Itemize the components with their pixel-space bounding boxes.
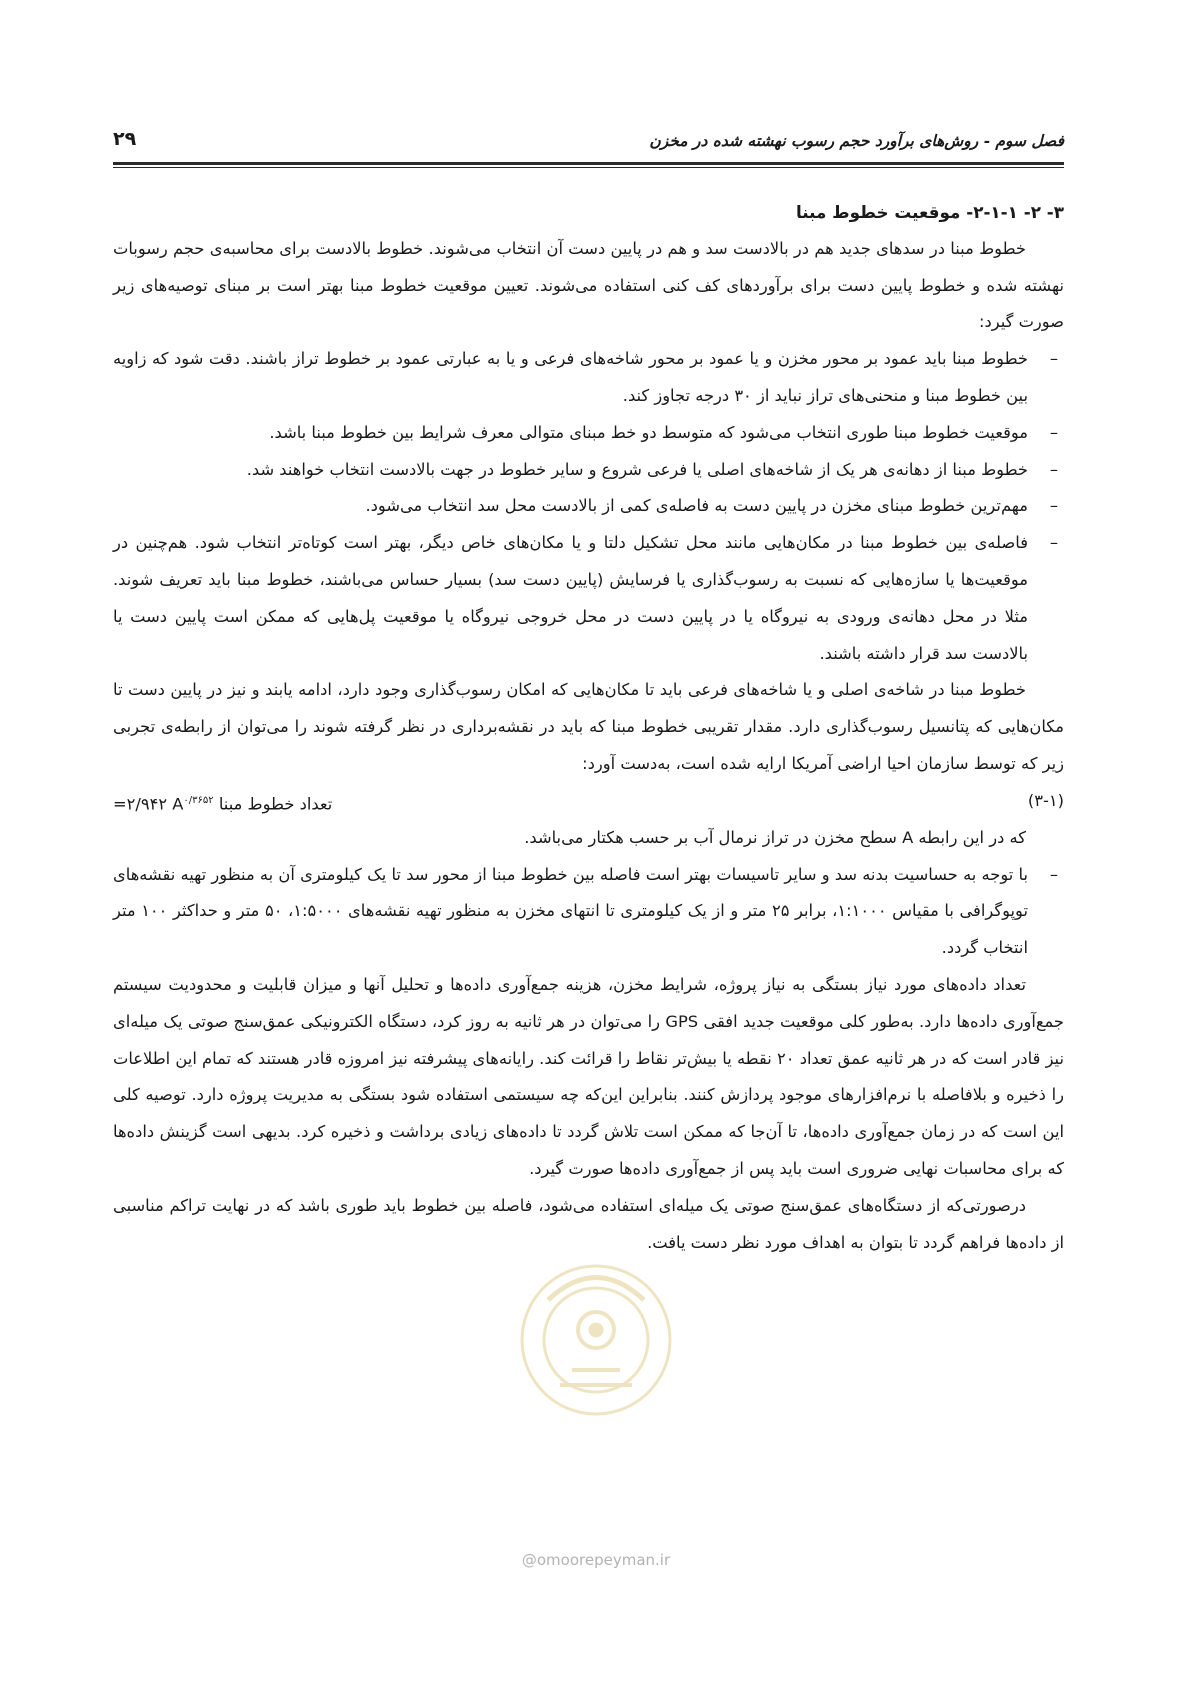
equation-exponent: ۰/۳۶۵۲ xyxy=(183,794,214,806)
list-item: – خطوط مبنا از دهانه‌ی هر یک از شاخه‌های اصلی یا فرعی شروع و سایر خطوط در جهت بالادست انتخاب خواهند شد. xyxy=(246,459,1058,479)
spacing-list xyxy=(113,857,1064,967)
page-number: ۲۹ xyxy=(113,128,137,150)
list-item: – موقعیت خطوط مبنا طوری انتخاب می‌شود که متوسط دو خط مبنای متوالی معرف شرایط بین خطوط مبنا باشد. xyxy=(269,422,1058,442)
paragraph-echo-sounder: درصورتی‌که از دستگاه‌های عمق‌سنج صوتی یک میله‌ای استفاده می‌شود، فاصله بین خطوط باید طوری باشد که در نهایت تراکم مناسبی از داده‌ها فراهم گردد تا بتوان به اهداف مورد نظر دست یافت. xyxy=(113,1195,1064,1252)
watermark-url: @omoorepeyman.ir xyxy=(521,1551,671,1569)
header-rule-thin xyxy=(113,167,1064,168)
list-item: – با توجه به حساسیت بدنه سد و سایر تاسیسات بهتر است فاصله بین خطوط مبنا از محور سد تا یک کیلومتری آن به منظور تهیه نقشه‌های توپوگرافی با مقیاس ۱:۱۰۰۰، برابر ۲۵ متر و از یک کیلومتری تا انتهای مخزن به منظور تهیه نقشه‌های ۱:۵۰۰۰، ۵۰ متر و حداکثر ۱۰۰ متر انتخاب گردد. xyxy=(113,864,1058,958)
paragraph-baselines-extent: خطوط مبنا در شاخه‌ی اصلی و یا شاخه‌های فرعی باید تا مکان‌هایی که امکان رسوب‌گذاری وجود دارد، ادامه یابند و نیز در پایین دست تا مکان‌هایی که پتانسیل رسوب‌گذاری دارد. مقدار تقریبی خطوط مبنا که باید در نقشه‌برداری در نظر گرفته شوند را می‌توان از رابطه‌ی تجربی زیر که توسط سازمان احیا اراضی آمریکا ارایه شده است، به‌دست آورد: xyxy=(113,680,1064,773)
equation-lhs: تعداد خطوط مبنا xyxy=(218,794,333,814)
recommendation-list xyxy=(113,341,1064,672)
equation-number: (۳-۱) xyxy=(1027,790,1064,810)
running-head xyxy=(113,125,1064,161)
equation xyxy=(113,783,1064,820)
list-item: – خطوط مبنا باید عمود بر محور مخزن و یا عمود بر محور شاخه‌های فرعی و یا به عبارتی عمود بر خطوط تراز باشند. دقت شود که زاویه بین خطوط مبنا و منحنی‌های تراز نباید از ۳۰ درجه تجاوز کند. xyxy=(113,349,1058,405)
equation-note: که در این رابطه A سطح مخزن در تراز نرمال آب بر حسب هکتار می‌باشد. xyxy=(524,827,1026,847)
list-item: – فاصله‌ی بین خطوط مبنا در مکان‌هایی مانند محل تشکیل دلتا و یا مکان‌های خاص دیگر، بهتر است کوتاه‌تر انتخاب شود. هم‌چنین در موقعیت‌ها یا سازه‌هایی که نسبت به رسوب‌گذاری یا فرسایش (پایین دست سد) بسیار حساس می‌باشند، خطوط مبنا باید تعریف شوند. مثلا در محل دهانه‌ی ورودی به نیروگاه یا در پایین دست در محل خروجی نیروگاه یا موقعیت پل‌هایی که ممکن است پایین دست یا بالادست سد قرار داشته باشند. xyxy=(113,533,1058,663)
body-text xyxy=(113,194,1064,1261)
chapter-title: فصل سوم - روش‌های برآورد حجم رسوب نهشته شده در مخزن xyxy=(649,131,1064,150)
equation-body xyxy=(113,783,332,823)
header-rule-thick xyxy=(113,162,1064,165)
equation-rhs: =۲/۹۴۲ A xyxy=(113,794,184,814)
section-heading: ۳- ۲- ۲-۱-۱- موقعیت خطوط مبنا xyxy=(795,202,1064,222)
list-item: – مهم‌ترین خطوط مبنای مخزن در پایین دست به فاصله‌ی کمی از بالادست محل سد انتخاب می‌شود. xyxy=(365,496,1058,516)
intro-paragraph: خطوط مبنا در سدهای جدید هم در بالادست سد و هم در پایین دست آن انتخاب می‌شوند. خطوط بالادست برای محاسبه‌ی حجم رسوبات نهشته شده و خطوط پایین دست برای برآوردهای کف کنی استفاده می‌شوند. تعیین موقعیت خطوط مبنا بهتر است بر مبنای توصیه‌های زیر صورت گیرد: xyxy=(113,238,1064,332)
paragraph-data-collection: تعداد داده‌های مورد نیاز بستگی به نیاز پروژه، شرایط مخزن، هزینه جمع‌آوری داده‌ها و تحلیل آنها و میزان قابلیت و محدودیت سیستم جمع‌آوری داده‌ها دارد. به‌طور کلی موقعیت جدید افقی GPS را می‌توان در هر ثانیه به روز کرد، دستگاه الکترونیکی عمق‌سنج صوتی یک میله‌ای نیز قادر است که در هر ثانیه عمق تعداد ۲۰ نقطه یا بیش‌تر نقاط را قرائت کند. رایانه‌های پیشرفته نیز امروزه قادر هستند که تمام این اطلاعات را ذخیره و بلافاصله با نرم‌افزارهای موجود پردازش کنند. بنابراین این‌که چه سیستمی استفاده شود بستگی به مدیریت پروژه دارد. توصیه کلی این است که در زمان جمع‌آوری داده‌ها، تا آن‌جا که ممکن است تلاش گردد تا داده‌های زیادی برداشت و ذخیره کرد. بدیهی است گزینش داده‌ها که برای محاسبات نهایی ضروری است باید پس از جمع‌آوری داده‌ها صورت گیرد. xyxy=(113,974,1065,1178)
